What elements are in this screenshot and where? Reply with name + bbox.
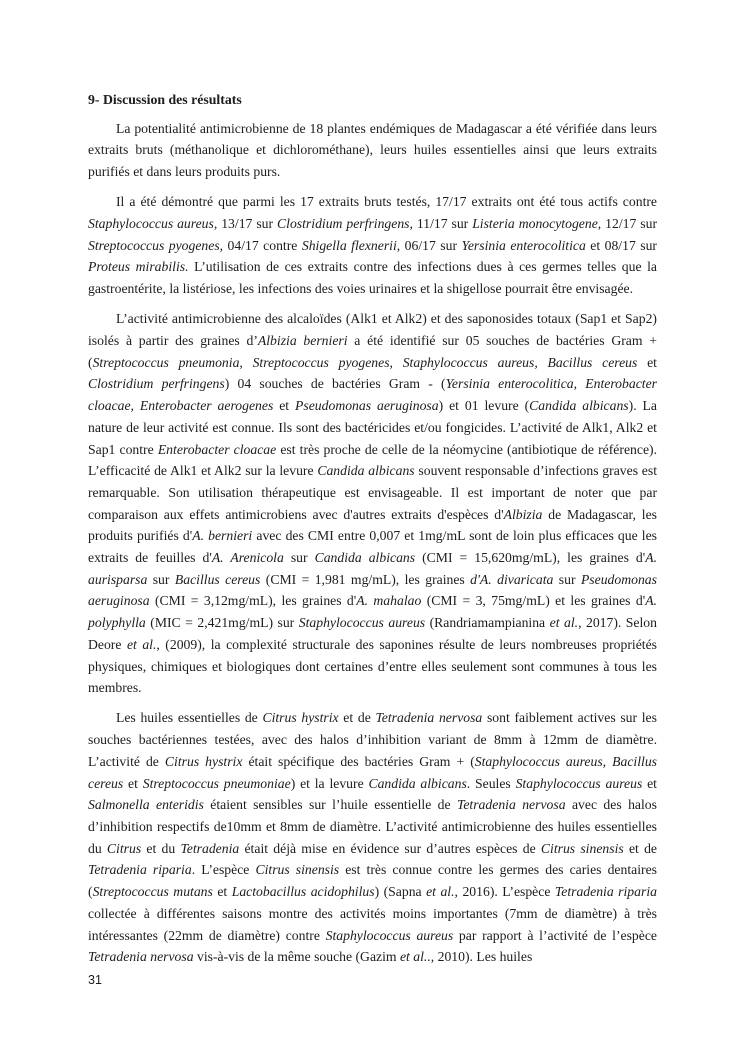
- text-run: est très proche de celle de la néomycine (antibiotique de référence). L’efficacité de Alk1 et Alk2 sur la levure: [88, 441, 657, 479]
- text-run: et: [642, 775, 657, 791]
- text-run: et: [123, 775, 143, 791]
- text-run: était spécifique des bactéries Gram + (: [242, 753, 475, 769]
- text-run: Les huiles essentielles de: [116, 710, 263, 726]
- italic-text-run: Tetradenia riparia: [554, 884, 657, 900]
- italic-text-run: Tetradenia nervosa: [375, 710, 483, 726]
- text-run: et de: [338, 710, 376, 726]
- italic-text-run: Candida albicans: [317, 463, 415, 479]
- text-run: sont faiblement actives sur les souches bactériennes testées, avec des halos d’inhibition variant de 8mm à 12mm de diamètre. L’activité de: [88, 710, 657, 769]
- italic-text-run: Staphylococcus aureus: [325, 927, 454, 943]
- text-run: et: [212, 884, 232, 900]
- page-number: 31: [88, 973, 102, 987]
- italic-text-run: Pseudomonas aeruginosa: [88, 571, 657, 609]
- text-run: (CMI = 15,620mg/mL), les graines d': [415, 550, 646, 566]
- italic-text-run: Albizia bernieri: [257, 333, 348, 349]
- text-run: est très connue contre les germes des caries dentaires (: [88, 862, 657, 900]
- paragraph: [88, 191, 657, 300]
- text-run: a été identifié sur 05 souches de bactéries Gram + (: [88, 333, 657, 370]
- italic-text-run: Tetradenia: [180, 840, 240, 856]
- italic-text-run: Proteus mirabilis.: [88, 259, 189, 275]
- italic-text-run: Citrus: [106, 840, 142, 856]
- text-run: (CMI = 1,981 mg/mL), les graines: [260, 571, 471, 587]
- italic-text-run: d'A. divaricata: [470, 571, 554, 587]
- italic-text-run: et al..: [399, 949, 431, 965]
- italic-text-run: Candida albicans: [368, 775, 467, 791]
- text-run: sur: [553, 571, 581, 587]
- text-run: étaient sensibles sur l’huile essentielle de: [203, 797, 457, 813]
- italic-text-run: A. polyphylla: [88, 593, 657, 631]
- italic-text-run: Tetradenia riparia: [88, 862, 192, 878]
- italic-text-run: Albizia: [503, 506, 543, 522]
- italic-text-run: Citrus hystrix: [262, 710, 339, 726]
- italic-text-run: Clostridium perfringens: [88, 376, 225, 392]
- text-run: et: [637, 354, 657, 370]
- italic-text-run: Tetradenia nervosa: [457, 797, 566, 813]
- text-run: sur: [147, 571, 175, 587]
- text-run: et: [273, 398, 296, 414]
- italic-text-run: Shigella flexnerii: [301, 237, 397, 253]
- italic-text-run: Citrus sinensis: [255, 862, 340, 878]
- text-run: collectée à différentes saisons montre des activités moins importantes (7mm de diamètre) à très intéressantes (22mm de diamètre) contre: [88, 905, 657, 943]
- italic-text-run: Tetradenia nervosa: [88, 949, 194, 965]
- text-run: (Randriamampianina: [425, 615, 550, 631]
- text-run: et du: [141, 840, 181, 856]
- text-run: et 08/17 sur: [585, 237, 657, 253]
- italic-text-run: Yersinia enterocolitica, Enterobacter cloacae, Enterobacter aerogenes: [88, 376, 657, 414]
- text-run: ) 04 souches de bactéries Gram - (: [224, 376, 446, 392]
- italic-text-run: Bacillus cereus: [174, 571, 261, 587]
- paragraph: [88, 118, 657, 183]
- italic-text-run: A. Arenicola: [211, 550, 284, 566]
- text-run: La potentialité antimicrobienne de 18 plantes endémiques de Madagascar a été vérifiée dans leurs extraits bruts (méthanolique et dichlorométhane), leurs huiles essentielles ainsi que leurs extraits purifiés et dans leurs produits purs.: [88, 120, 657, 180]
- text-run: ,: [602, 753, 613, 769]
- italic-text-run: A. aurisparsa: [88, 550, 657, 587]
- text-run: (MIC = 2,421mg/mL) sur: [145, 615, 299, 631]
- paragraph: [88, 308, 657, 699]
- italic-text-run: Streptococcus pyogenes: [88, 237, 220, 253]
- text-run: sur: [283, 550, 315, 566]
- italic-text-run: Pseudomonas aeruginosa: [295, 398, 439, 414]
- text-run: (CMI = 3, 75mg/mL) et les graines d': [421, 593, 646, 609]
- italic-text-run: Lactobacillus acidophilus: [231, 884, 375, 900]
- italic-text-run: Streptococcus pneumonia, Streptococcus pyogenes, Staphylococcus aureus, Bacillus cereus: [92, 354, 638, 370]
- italic-text-run: Clostridium perfringens,: [277, 216, 413, 232]
- document-body: [88, 118, 657, 968]
- italic-text-run: Streptococcus pneumoniae: [142, 775, 291, 791]
- italic-text-run: Bacillus cereus: [88, 753, 657, 791]
- text-run: , 06/17 sur: [396, 237, 462, 253]
- italic-text-run: et al.: [549, 615, 579, 631]
- text-run: était déjà mise en évidence sur d’autres espèces de: [239, 840, 541, 856]
- text-run: 11/17 sur: [412, 216, 473, 232]
- text-run: 13/17 sur: [217, 216, 278, 232]
- text-run: , 2010). Les huiles: [430, 949, 533, 965]
- text-run: par rapport à l’activité de l’espèce: [453, 927, 657, 943]
- paragraph: [88, 707, 657, 967]
- document-content: [88, 89, 657, 976]
- italic-text-run: Staphylococcus aureus: [474, 753, 603, 769]
- italic-text-run: Yersinia enterocolitica: [461, 237, 586, 253]
- text-run: Il a été démontré que parmi les 17 extraits bruts testés, 17/17 extraits ont été tous actifs contre: [116, 194, 657, 210]
- italic-text-run: Staphylococcus aureus,: [88, 216, 218, 232]
- italic-text-run: Citrus hystrix: [164, 753, 243, 769]
- text-run: ) et 01 levure (: [438, 398, 530, 414]
- italic-text-run: Enterobacter cloacae: [157, 441, 277, 457]
- italic-text-run: Candida albicans: [529, 398, 629, 414]
- text-run: , 2016). L’espèce: [454, 884, 555, 900]
- text-run: L’activité antimicrobienne des alcaloïdes (Alk1 et Alk2) et des saponosides totaux (Sap1 et Sap2) isolés à partir des graines d’: [88, 311, 657, 349]
- text-run: vis-à-vis de la même souche (Gazim: [193, 949, 400, 965]
- italic-text-run: Staphylococcus aureus: [298, 615, 426, 631]
- italic-text-run: et al.: [426, 884, 455, 900]
- text-run: (CMI = 3,12mg/mL), les graines d': [149, 593, 357, 609]
- text-run: ) (Sapna: [374, 884, 427, 900]
- text-run: , 2017). Selon Deore: [88, 615, 657, 652]
- italic-text-run: Salmonella enteridis: [88, 797, 204, 813]
- text-run: avec des CMI entre 0,007 et 1mg/mL sont de loin plus efficaces que les extraits de feuilles d': [88, 528, 657, 566]
- italic-text-run: Listeria monocytogene: [472, 216, 598, 232]
- text-run: de Madagascar, les produits purifiés d': [88, 506, 657, 544]
- text-run: . Seules: [466, 775, 516, 791]
- section-heading: 9- Discussion des résultats: [88, 92, 242, 107]
- italic-text-run: A. bernieri: [192, 528, 253, 544]
- italic-text-run: et al.: [126, 636, 157, 652]
- text-run: , (2009), la complexité structurale des saponines résulte de leurs nombreuses propriétés physiques, chimiques et biologiques dont certaines d’entre elles seulement sont communes à tous les membres.: [88, 636, 658, 696]
- text-run: , 12/17 sur: [597, 216, 658, 232]
- text-run: ) et la levure: [290, 775, 369, 791]
- text-run: et de: [623, 840, 657, 856]
- text-run: ). La nature de leur activité est connue. Ils sont des bactéricides et/ou fongicides. L’activité de Alk1, Alk2 et Sap1 contre: [88, 398, 657, 457]
- italic-text-run: Streptococcus mutans: [92, 884, 213, 900]
- text-run: avec des halos d’inhibition respectifs de10mm et 8mm de diamètre. L’activité antimicrobienne des huiles essentielles du: [88, 797, 657, 856]
- text-run: souvent responsable d’infections graves est remarquable. Son utilisation thérapeutique est envisageable. Il est important de noter que par comparaison aux effets antimicrobiens avec d'autres extraits d'espèces d': [88, 463, 657, 522]
- italic-text-run: Staphylococcus aureus: [515, 775, 643, 791]
- italic-text-run: Candida albicans: [314, 550, 416, 566]
- text-run: , 04/17 contre: [219, 237, 302, 253]
- italic-text-run: Citrus sinensis: [540, 840, 624, 856]
- text-run: . L’espèce: [191, 862, 256, 878]
- text-run: L’utilisation de ces extraits contre des infections dues à ces germes telles que la gastroentérite, la listériose, les infections des voies urinaires et la shigellose pourrait être envisagée.: [88, 259, 657, 297]
- italic-text-run: A. mahalao: [356, 593, 422, 609]
